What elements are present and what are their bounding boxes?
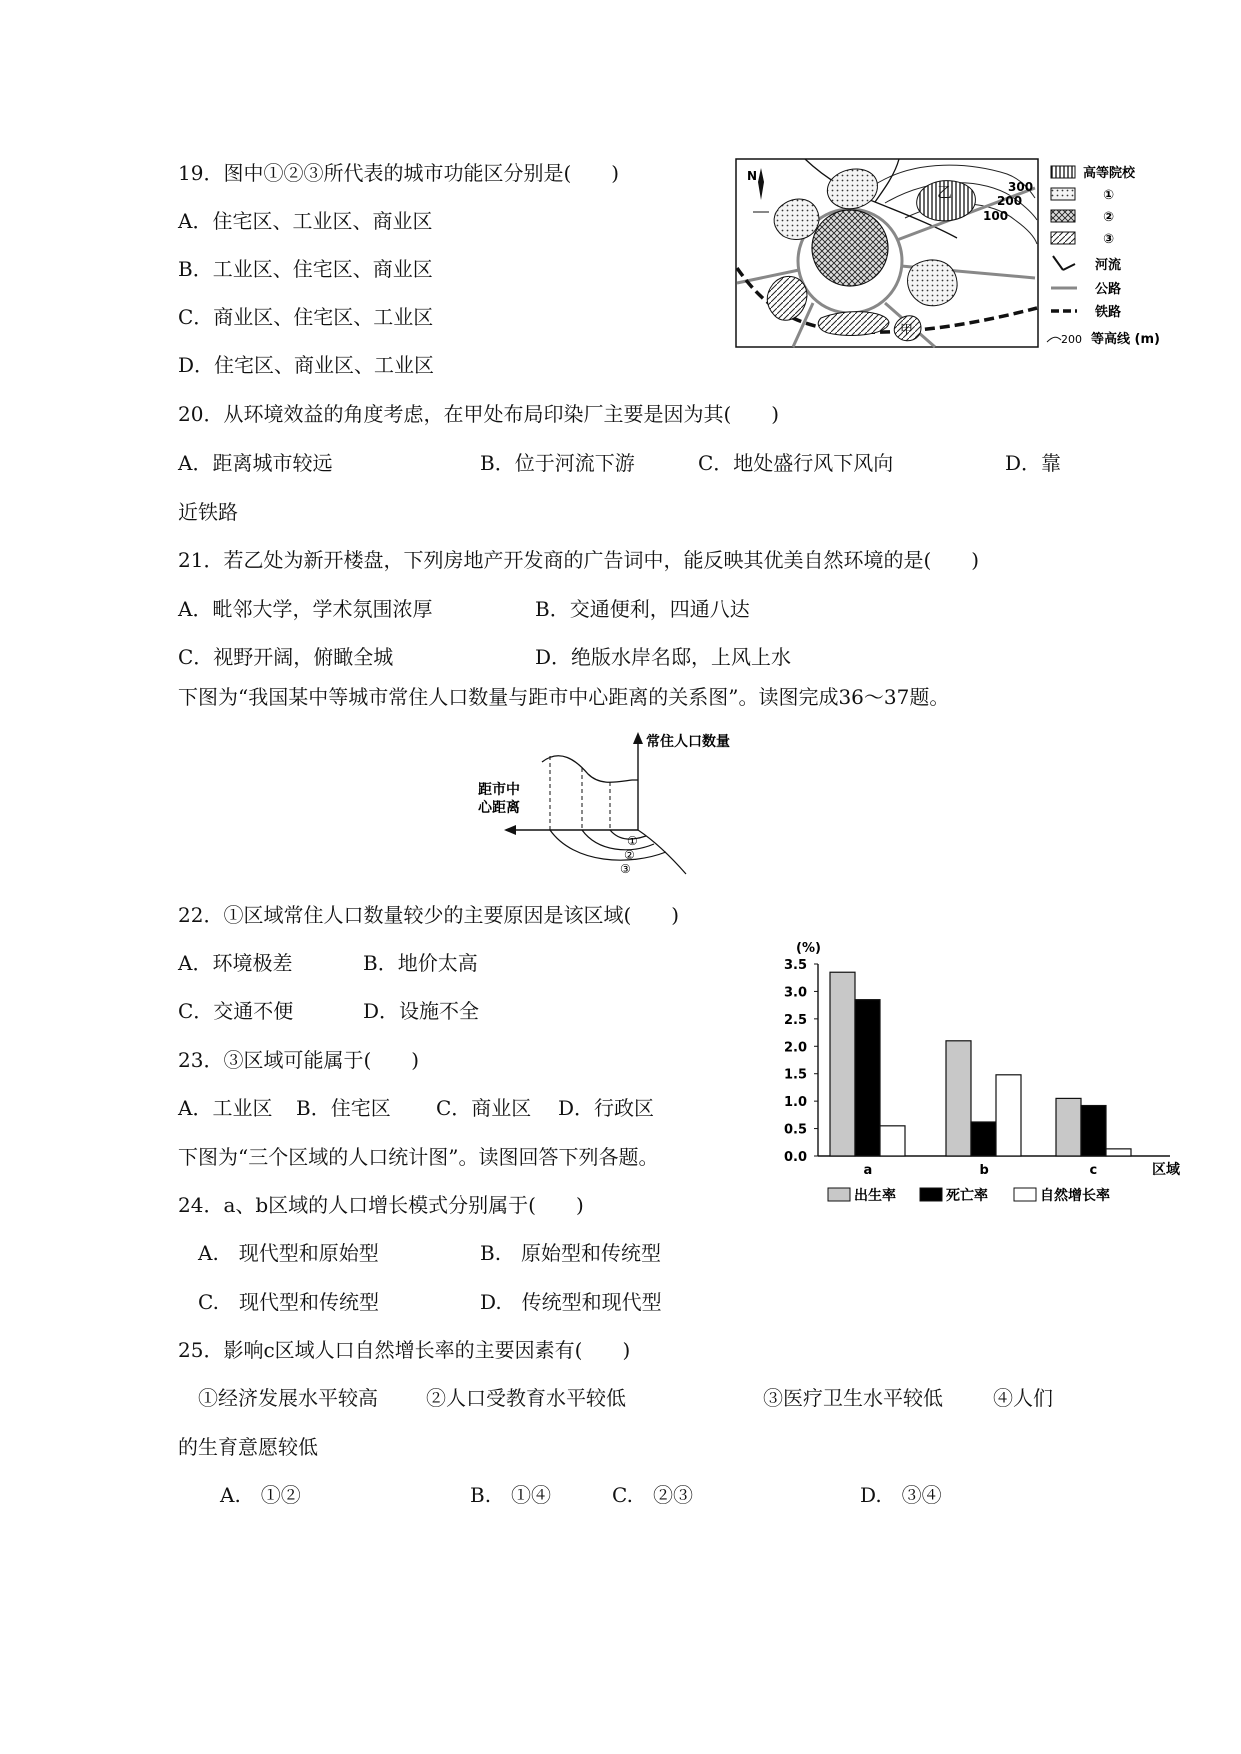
- x-category-label-b: b: [979, 1163, 989, 1178]
- q21-option-a[interactable]: A．毗邻大学，学术氛围浓厚: [178, 597, 433, 621]
- y-axis-label: 常住人口数量: [646, 734, 730, 750]
- ring-label-3: ③: [620, 862, 631, 876]
- legend-natural-growth: 自然增长率: [1040, 1188, 1110, 1204]
- intro-population-diagram: 下图为“我国某中等城市常住人口数量与距市中心距离的关系图”。读图完成36～37题。: [178, 685, 950, 709]
- legend-zone1: ①: [1103, 188, 1115, 203]
- y-tick-label: 2.0: [784, 1040, 808, 1056]
- q24-option-b[interactable]: B. 原始型和传统型: [480, 1241, 662, 1265]
- q20-option-b[interactable]: B．位于河流下游: [480, 451, 635, 475]
- q20-option-d[interactable]: D．靠: [1005, 451, 1062, 475]
- bar-a-0: [830, 972, 855, 1156]
- q22-option-b[interactable]: B．地价太高: [363, 951, 478, 975]
- chart-unit-label: (%): [796, 941, 821, 956]
- legend-death-rate: 死亡率: [946, 1188, 988, 1204]
- y-tick-labels: [784, 958, 818, 1165]
- bar-b-1: [971, 1122, 996, 1156]
- q22-option-d[interactable]: D．设施不全: [363, 999, 480, 1023]
- population-distance-diagram: [470, 728, 770, 878]
- y-tick-label: 0.5: [784, 1122, 808, 1138]
- q25-factor-1: ①经济发展水平较高: [198, 1386, 378, 1410]
- q23-option-b[interactable]: B．住宅区: [296, 1096, 391, 1120]
- x-category-label-a: a: [863, 1163, 873, 1178]
- map-legend: [1047, 165, 1160, 347]
- q24-option-d[interactable]: D. 传统型和现代型: [480, 1290, 662, 1314]
- q19-option-d[interactable]: D．住宅区、商业区、工业区: [178, 353, 435, 377]
- legend-swatch-birth-rate: [828, 1188, 850, 1201]
- legend-swatch-zone3: [1051, 232, 1075, 244]
- legend-swatch-zone2: [1051, 210, 1075, 222]
- legend-contour: 等高线 (m): [1091, 332, 1160, 347]
- q25-option-c[interactable]: C. ②③: [612, 1483, 693, 1507]
- bar-group: [830, 972, 1131, 1156]
- legend-university: 高等院校: [1083, 166, 1136, 181]
- q21-option-b[interactable]: B．交通便利，四通八达: [535, 597, 750, 621]
- label-yi: 乙: [937, 183, 953, 201]
- ring-label-1: ①: [627, 834, 638, 848]
- q20-option-c[interactable]: C．地处盛行风下风向: [698, 451, 894, 475]
- x-axis-label-line1: 距市中: [478, 782, 520, 798]
- legend-contour-value: 200: [1061, 333, 1082, 346]
- x-axis-arrow: [504, 825, 516, 835]
- contour-label-100: 100: [983, 209, 1009, 223]
- x-axis-label-line2: 心距离: [478, 800, 520, 816]
- contour-label-300: 300: [1008, 180, 1034, 194]
- y-tick-label: 3.0: [784, 985, 808, 1001]
- q21-stem: 21．若乙处为新开楼盘，下列房地产开发商的广告词中，能反映其优美自然环境的是( ): [178, 548, 980, 572]
- ring-arcs: [550, 830, 686, 874]
- q23-option-d[interactable]: D．行政区: [558, 1096, 655, 1120]
- bar-a-2: [880, 1126, 905, 1156]
- legend-zone3: ③: [1103, 232, 1115, 247]
- q22-option-c[interactable]: C．交通不便: [178, 999, 294, 1023]
- contour-label-200: 200: [997, 194, 1023, 208]
- q25-factor-2: ②人口受教育水平较低: [426, 1386, 626, 1410]
- q19-option-a[interactable]: A．住宅区、工业区、商业区: [178, 209, 433, 233]
- svg-text:N: N: [747, 169, 758, 183]
- zone-2-center: [812, 210, 888, 286]
- legend-swatch-university: [1051, 166, 1075, 178]
- intro-bar-chart: 下图为“三个区域的人口统计图”。读图回答下列各题。: [178, 1145, 659, 1169]
- q24-option-c[interactable]: C. 现代型和传统型: [198, 1290, 379, 1314]
- q24-option-a[interactable]: A. 现代型和原始型: [198, 1241, 379, 1265]
- q22-stem: 22．①区域常住人口数量较少的主要原因是该区域( ): [178, 903, 680, 927]
- q20-stem: 20．从环境效益的角度考虑，在甲处布局印染厂主要是因为其( ): [178, 402, 780, 426]
- q24-stem: 24．a、b区域的人口增长模式分别属于( ): [178, 1193, 584, 1217]
- bar-b-0: [946, 1041, 971, 1156]
- ring-label-2: ②: [624, 848, 635, 862]
- legend-river-icon: [1053, 256, 1075, 270]
- zone-boundaries: [550, 756, 610, 830]
- q19-stem: 19．图中①②③所代表的城市功能区分别是( ): [178, 161, 620, 185]
- legend-river: 河流: [1095, 258, 1122, 273]
- y-tick-label: 2.5: [784, 1012, 808, 1028]
- q23-option-c[interactable]: C．商业区: [436, 1096, 532, 1120]
- y-axis-arrow: [633, 732, 643, 744]
- bar-b-2: [996, 1075, 1021, 1156]
- q25-option-d[interactable]: D. ③④: [860, 1483, 942, 1507]
- q23-stem: 23．③区域可能属于( ): [178, 1048, 420, 1072]
- q25-stem: 25．影响c区域人口自然增长率的主要因素有( ): [178, 1338, 631, 1362]
- zone-3-south: [818, 312, 889, 336]
- q19-option-c[interactable]: C．商业区、住宅区、工业区: [178, 305, 434, 329]
- legend-contour-icon: [1047, 337, 1061, 342]
- q22-option-a[interactable]: A．环境极差: [178, 951, 293, 975]
- q25-factor-3: ③医疗卫生水平较低: [763, 1386, 943, 1410]
- zone-1-east: [908, 260, 958, 306]
- x-category-label-c: c: [1089, 1163, 1098, 1178]
- q25-factor-4: ④人们: [993, 1386, 1053, 1410]
- city-zone-map: [735, 158, 1165, 356]
- q25-option-b[interactable]: B. ①④: [470, 1483, 552, 1507]
- q25-option-a[interactable]: A. ①②: [220, 1483, 301, 1507]
- bar-a-1: [855, 1000, 880, 1156]
- y-tick-label: 3.5: [784, 958, 808, 973]
- q19-option-b[interactable]: B．工业区、住宅区、商业区: [178, 257, 433, 281]
- y-tick-label: 1.0: [784, 1095, 808, 1111]
- q25-factor-4-continued: 的生育意愿较低: [178, 1435, 318, 1459]
- q21-option-c[interactable]: C．视野开阔，俯瞰全城: [178, 645, 394, 669]
- label-jia: 甲: [900, 323, 914, 338]
- legend-road: 公路: [1095, 282, 1122, 297]
- legend-birth-rate: 出生率: [854, 1188, 896, 1204]
- y-tick-label: 1.5: [784, 1067, 808, 1083]
- legend-swatch-death-rate: [920, 1188, 942, 1201]
- q20-option-a[interactable]: A．距离城市较远: [178, 451, 333, 475]
- q20-option-d-continued: 近铁路: [178, 500, 238, 524]
- bar-c-0: [1056, 1098, 1081, 1156]
- bar-c-2: [1106, 1149, 1131, 1156]
- q21-option-d[interactable]: D．绝版水岸名邸，上风上水: [535, 645, 792, 669]
- chart-x-axis-label: 区域: [1152, 1162, 1180, 1178]
- chart-legend: [828, 1187, 1110, 1204]
- q23-option-a[interactable]: A．工业区: [178, 1096, 273, 1120]
- bar-c-1: [1081, 1106, 1106, 1156]
- x-category-labels: [864, 1163, 1098, 1178]
- legend-swatch-natural-growth: [1014, 1188, 1036, 1201]
- population-bar-chart: [760, 930, 1200, 1220]
- legend-swatch-zone1: [1051, 188, 1075, 200]
- population-curve: [542, 756, 638, 783]
- legend-zone2: ②: [1103, 210, 1115, 225]
- y-tick-label: 0.0: [784, 1150, 808, 1165]
- legend-railway: 铁路: [1095, 305, 1122, 320]
